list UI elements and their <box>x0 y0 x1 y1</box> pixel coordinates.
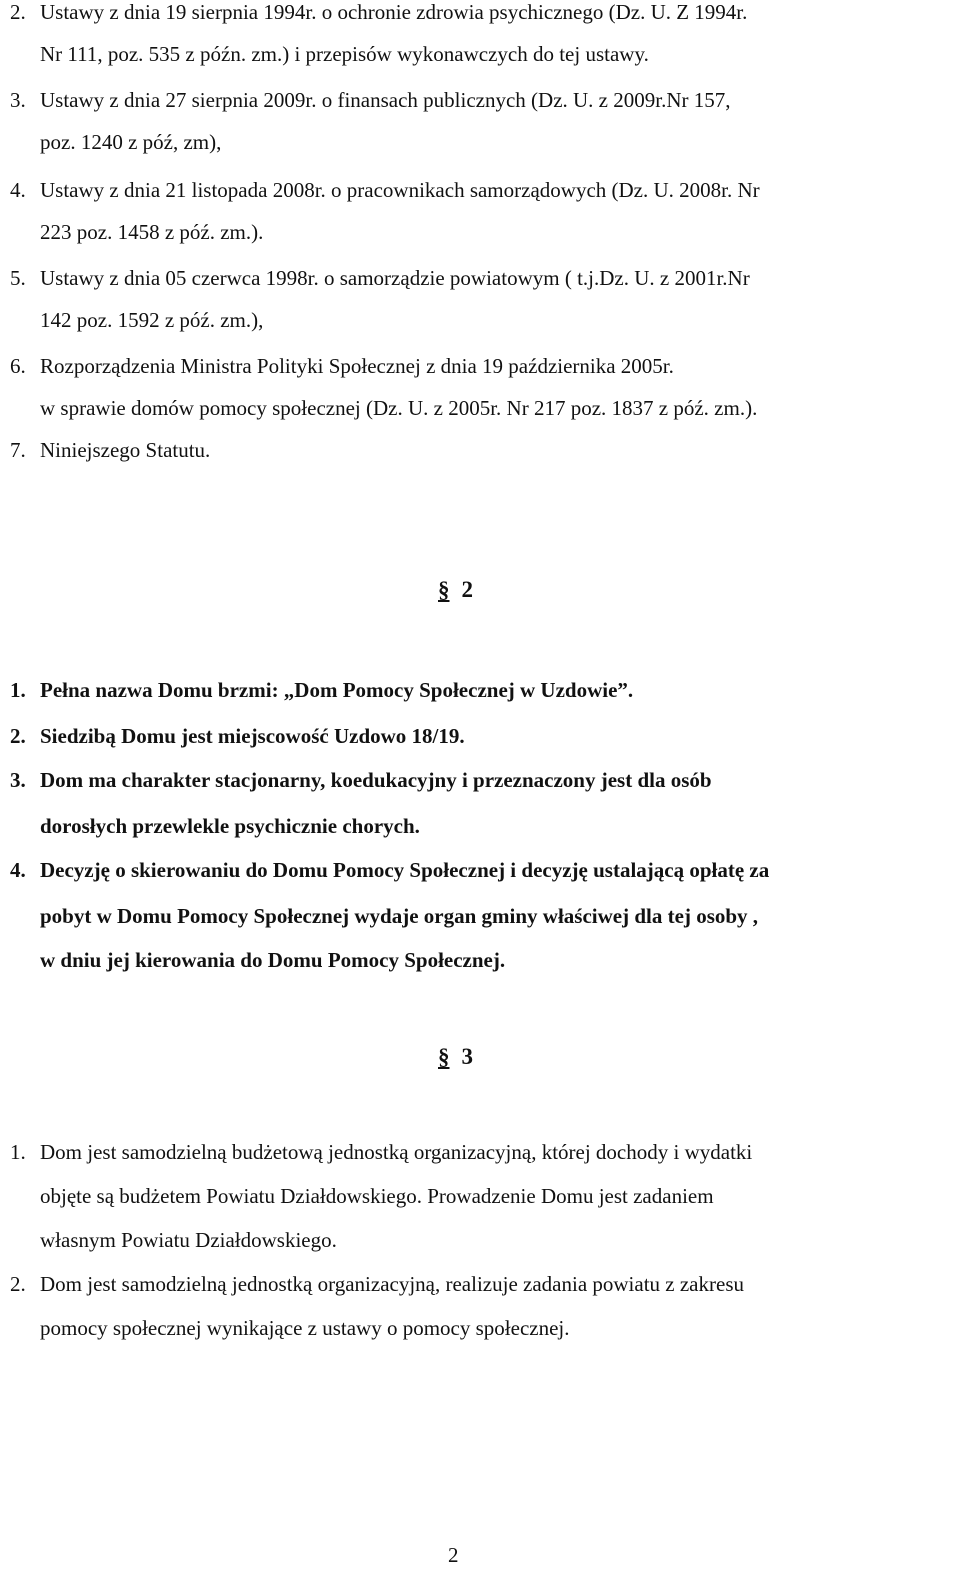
list-item-number: 1. <box>10 1140 26 1164</box>
section-2-item-1 <box>10 676 633 704</box>
section-symbol: § <box>438 1044 450 1069</box>
list-item-text: Ustawy z dnia 27 sierpnia 2009r. o finansach publicznych (Dz. U. z 2009r.Nr 157, <box>40 88 731 112</box>
list-item-text: Ustawy z dnia 19 sierpnia 1994r. o ochronie zdrowia psychicznego (Dz. U. Z 1994r. <box>40 0 748 24</box>
list-item-text: Dom jest samodzielną jednostką organizacyjną, realizuje zadania powiatu z zakresu <box>40 1272 744 1296</box>
list-item-text: Siedzibą Domu jest miejscowość Uzdowo 18/19. <box>40 724 465 748</box>
section-3-item-2-line-1 <box>10 1270 744 1298</box>
list-item-text: Decyzję o skierowaniu do Domu Pomocy Społecznej i decyzję ustalającą opłatę za <box>40 858 770 882</box>
list-item-number: 2. <box>10 724 26 748</box>
list-item-4-line-2: 223 poz. 1458 z póź. zm.). <box>40 220 264 244</box>
section-2-item-3-line-1 <box>10 766 712 794</box>
section-3-item-1-line-1 <box>10 1138 752 1166</box>
section-symbol: § <box>438 577 450 602</box>
list-item-text: Ustawy z dnia 05 czerwca 1998r. o samorządzie powiatowym ( t.j.Dz. U. z 2001r.Nr <box>40 266 750 290</box>
list-item-5-line-1 <box>10 264 750 292</box>
section-3-item-2-line-2: pomocy społecznej wynikające z ustawy o pomocy społecznej. <box>40 1316 570 1340</box>
section-2-item-4-line-2: pobyt w Domu Pomocy Społecznej wydaje organ gminy właściwej dla tej osoby , <box>40 904 759 928</box>
list-item-text: Dom jest samodzielną budżetową jednostką organizacyjną, której dochody i wydatki <box>40 1140 753 1164</box>
section-3-item-1-line-3: własnym Powiatu Działdowskiego. <box>40 1228 337 1252</box>
list-item-2-line-1 <box>10 0 747 26</box>
section-2-heading <box>438 575 473 605</box>
section-3-heading <box>438 1042 473 1072</box>
section-number: 3 <box>461 1044 473 1069</box>
list-item-number: 3. <box>10 88 26 112</box>
list-item-text: Niniejszego Statutu. <box>40 438 211 462</box>
list-item-7-line-1 <box>10 436 210 464</box>
section-number: 2 <box>461 577 473 602</box>
section-2-item-2 <box>10 722 465 750</box>
list-item-number: 3. <box>10 768 26 792</box>
list-item-text: Dom ma charakter stacjonarny, koedukacyjny i przeznaczony jest dla osób <box>40 768 712 792</box>
list-item-number: 5. <box>10 266 26 290</box>
list-item-5-line-2: 142 poz. 1592 z póź. zm.), <box>40 308 264 332</box>
list-item-6-line-1 <box>10 352 674 380</box>
list-item-number: 2. <box>10 1272 26 1296</box>
list-item-2-line-2: Nr 111, poz. 535 z późn. zm.) i przepisów wykonawczych do tej ustawy. <box>40 42 649 66</box>
list-item-number: 4. <box>10 178 26 202</box>
page-number: 2 <box>448 1543 459 1567</box>
list-item-number: 7. <box>10 438 26 462</box>
section-2-item-4-line-3: w dniu jej kierowania do Domu Pomocy Społecznej. <box>40 948 506 972</box>
list-item-number: 2. <box>10 0 26 24</box>
list-item-text: Rozporządzenia Ministra Polityki Społecznej z dnia 19 października 2005r. <box>40 354 674 378</box>
section-3-item-1-line-2: objęte są budżetem Powiatu Działdowskiego. Prowadzenie Domu jest zadaniem <box>40 1184 714 1208</box>
list-item-text: Ustawy z dnia 21 listopada 2008r. o pracownikach samorządowych (Dz. U. 2008r. Nr <box>40 178 760 202</box>
section-2-item-4-line-1 <box>10 856 769 884</box>
list-item-3-line-2: poz. 1240 z póź, zm), <box>40 130 222 154</box>
list-item-number: 4. <box>10 858 26 882</box>
list-item-text: Pełna nazwa Domu brzmi: „Dom Pomocy Społecznej w Uzdowie”. <box>40 678 634 702</box>
list-item-6-line-2: w sprawie domów pomocy społecznej (Dz. U. z 2005r. Nr 217 poz. 1837 z póź. zm.). <box>40 396 758 420</box>
section-2-item-3-line-2: dorosłych przewlekle psychicznie chorych. <box>40 814 420 838</box>
list-item-4-line-1 <box>10 176 760 204</box>
list-item-number: 6. <box>10 354 26 378</box>
list-item-number: 1. <box>10 678 26 702</box>
list-item-3-line-1 <box>10 86 731 114</box>
